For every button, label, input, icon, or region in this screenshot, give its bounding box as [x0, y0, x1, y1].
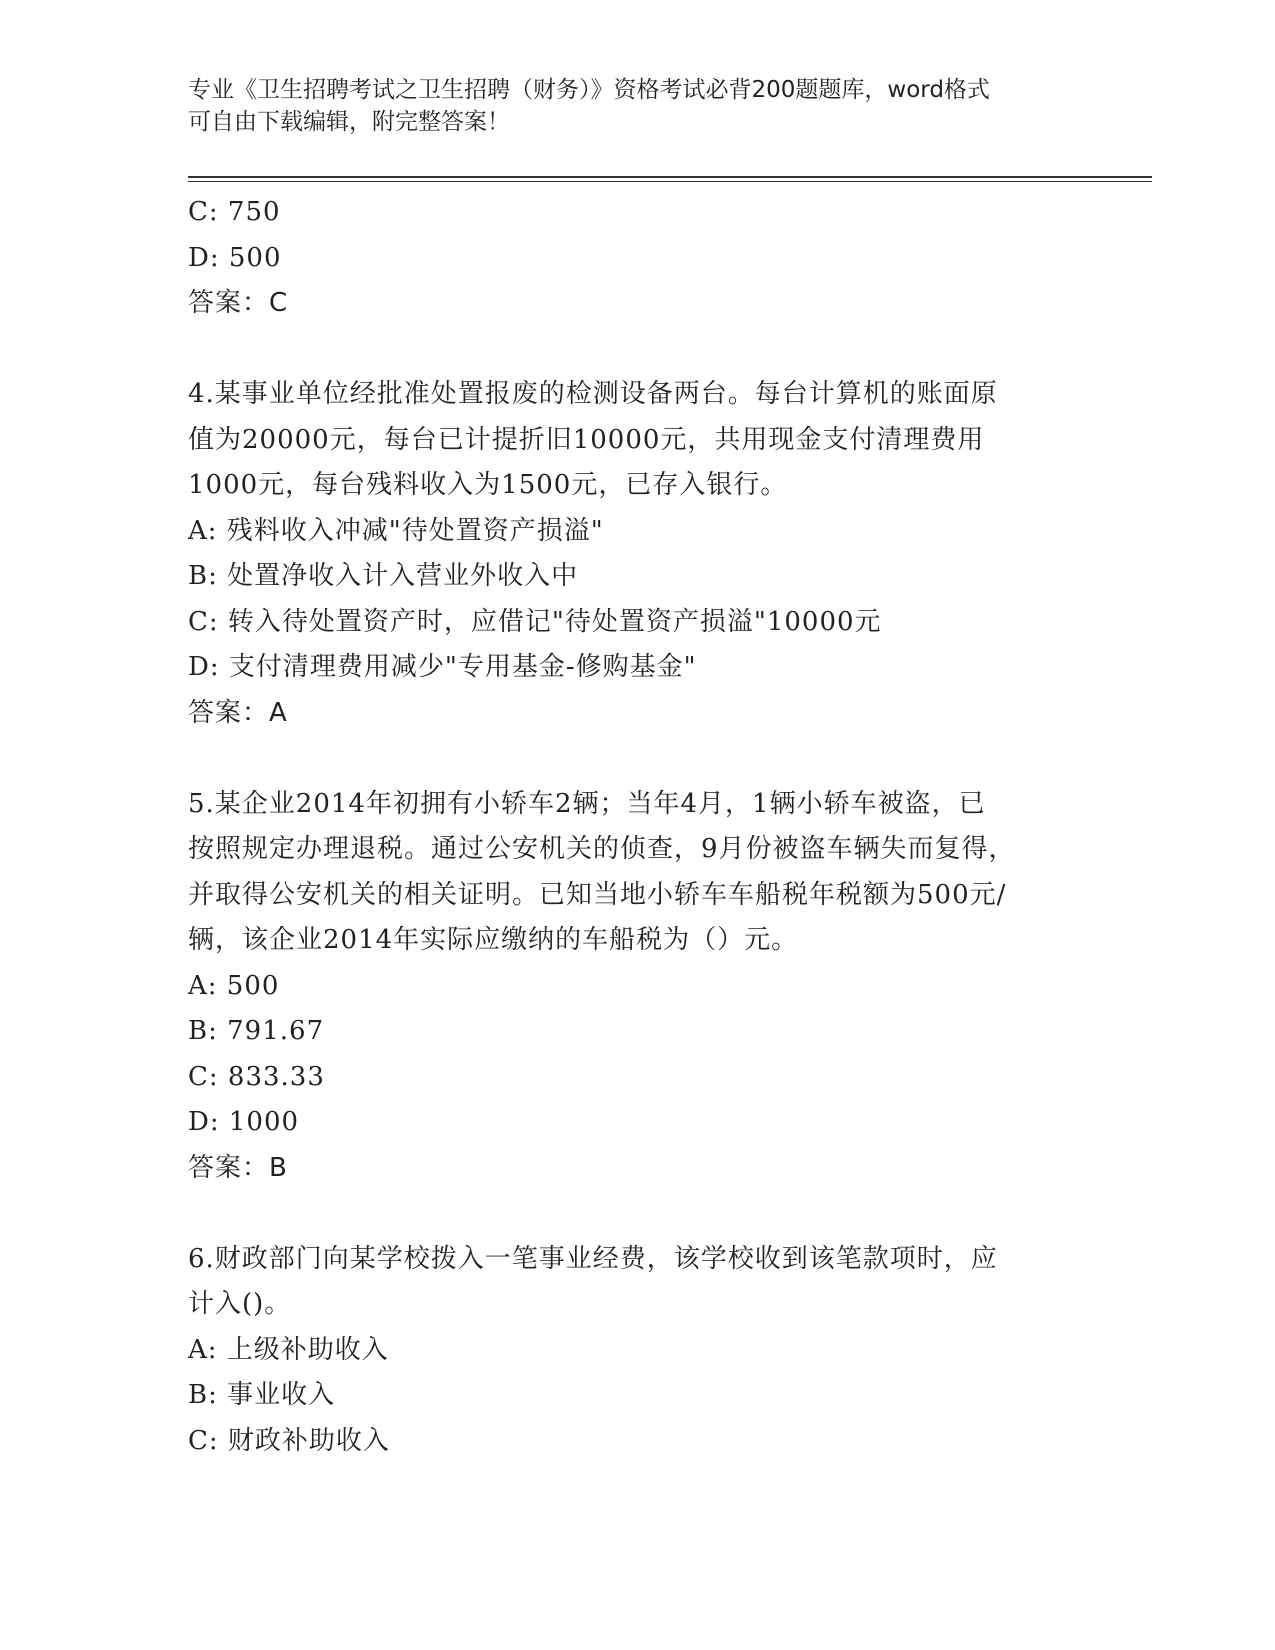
- q6-option-c: C: 财政补助收入: [188, 1425, 390, 1456]
- q5-option-a: A: 500: [188, 970, 280, 1001]
- q6-stem-line-2: 计入()。: [188, 1289, 292, 1319]
- q5-option-d: D: 1000: [188, 1107, 300, 1137]
- spacer: [188, 1191, 1088, 1237]
- question-3-tail: [188, 190, 1088, 327]
- header-line-2: 可自由下载编辑，附完整答案！: [188, 109, 510, 135]
- q6-option-a: A: 上级补助收入: [188, 1334, 389, 1365]
- question-4: [188, 372, 1088, 736]
- q4-option-a: A: 残料收入冲减"待处置资产损溢": [188, 515, 604, 546]
- spacer: [188, 736, 1088, 782]
- q6-stem-line-1: 6.财政部门向某学校拨入一笔事业经费，该学校收到该笔款项时，应: [188, 1243, 998, 1274]
- q4-stem-line-2: 值为20000元，每台已计提折旧10000元，共用现金支付清理费用: [188, 424, 985, 455]
- header-line-1: 专业《卫生招聘考试之卫生招聘（财务）》资格考试必背200题题库，word格式: [188, 77, 990, 103]
- q3-option-c: C: 750: [188, 197, 281, 227]
- question-6: [188, 1237, 1088, 1465]
- header-divider-thin: [188, 181, 1152, 182]
- q4-option-d: D: 支付清理费用减少"专用基金-修购基金": [188, 652, 697, 682]
- question-content: [188, 190, 1088, 1464]
- q4-option-b: B: 处置净收入计入营业外收入中: [188, 561, 579, 591]
- q4-stem-line-1: 4.某事业单位经批准处置报废的检测设备两台。每台计算机的账面原: [188, 379, 998, 409]
- page-header: [188, 74, 1088, 138]
- q3-answer: 答案：C: [188, 288, 289, 318]
- q5-stem-line-4: 辆，该企业2014年实际应缴纳的车船税为（）元。: [188, 925, 799, 955]
- header-divider-thick: [188, 176, 1152, 178]
- question-5: [188, 782, 1088, 1192]
- q6-option-b: B: 事业收入: [188, 1380, 336, 1410]
- q5-stem-line-1: 5.某企业2014年初拥有小轿车2辆；当年4月，1辆小轿车被盗，已: [188, 788, 986, 819]
- q4-answer: 答案：A: [188, 697, 288, 728]
- q4-stem-line-3: 1000元，每台残料收入为1500元，已存入银行。: [188, 470, 788, 500]
- q3-option-d: D: 500: [188, 242, 282, 273]
- spacer: [188, 327, 1088, 373]
- q5-option-b: B: 791.67: [188, 1016, 325, 1046]
- q5-stem-line-3: 并取得公安机关的相关证明。已知当地小轿车车船税年税额为500元/: [188, 879, 1007, 910]
- q5-stem-line-2: 按照规定办理退税。通过公安机关的侦查，9月份被盗车辆失而复得，: [188, 834, 1016, 864]
- q5-option-c: C: 833.33: [188, 1061, 325, 1092]
- q4-option-c: C: 转入待处置资产时，应借记"待处置资产损溢"10000元: [188, 606, 882, 637]
- q5-answer: 答案：B: [188, 1152, 288, 1183]
